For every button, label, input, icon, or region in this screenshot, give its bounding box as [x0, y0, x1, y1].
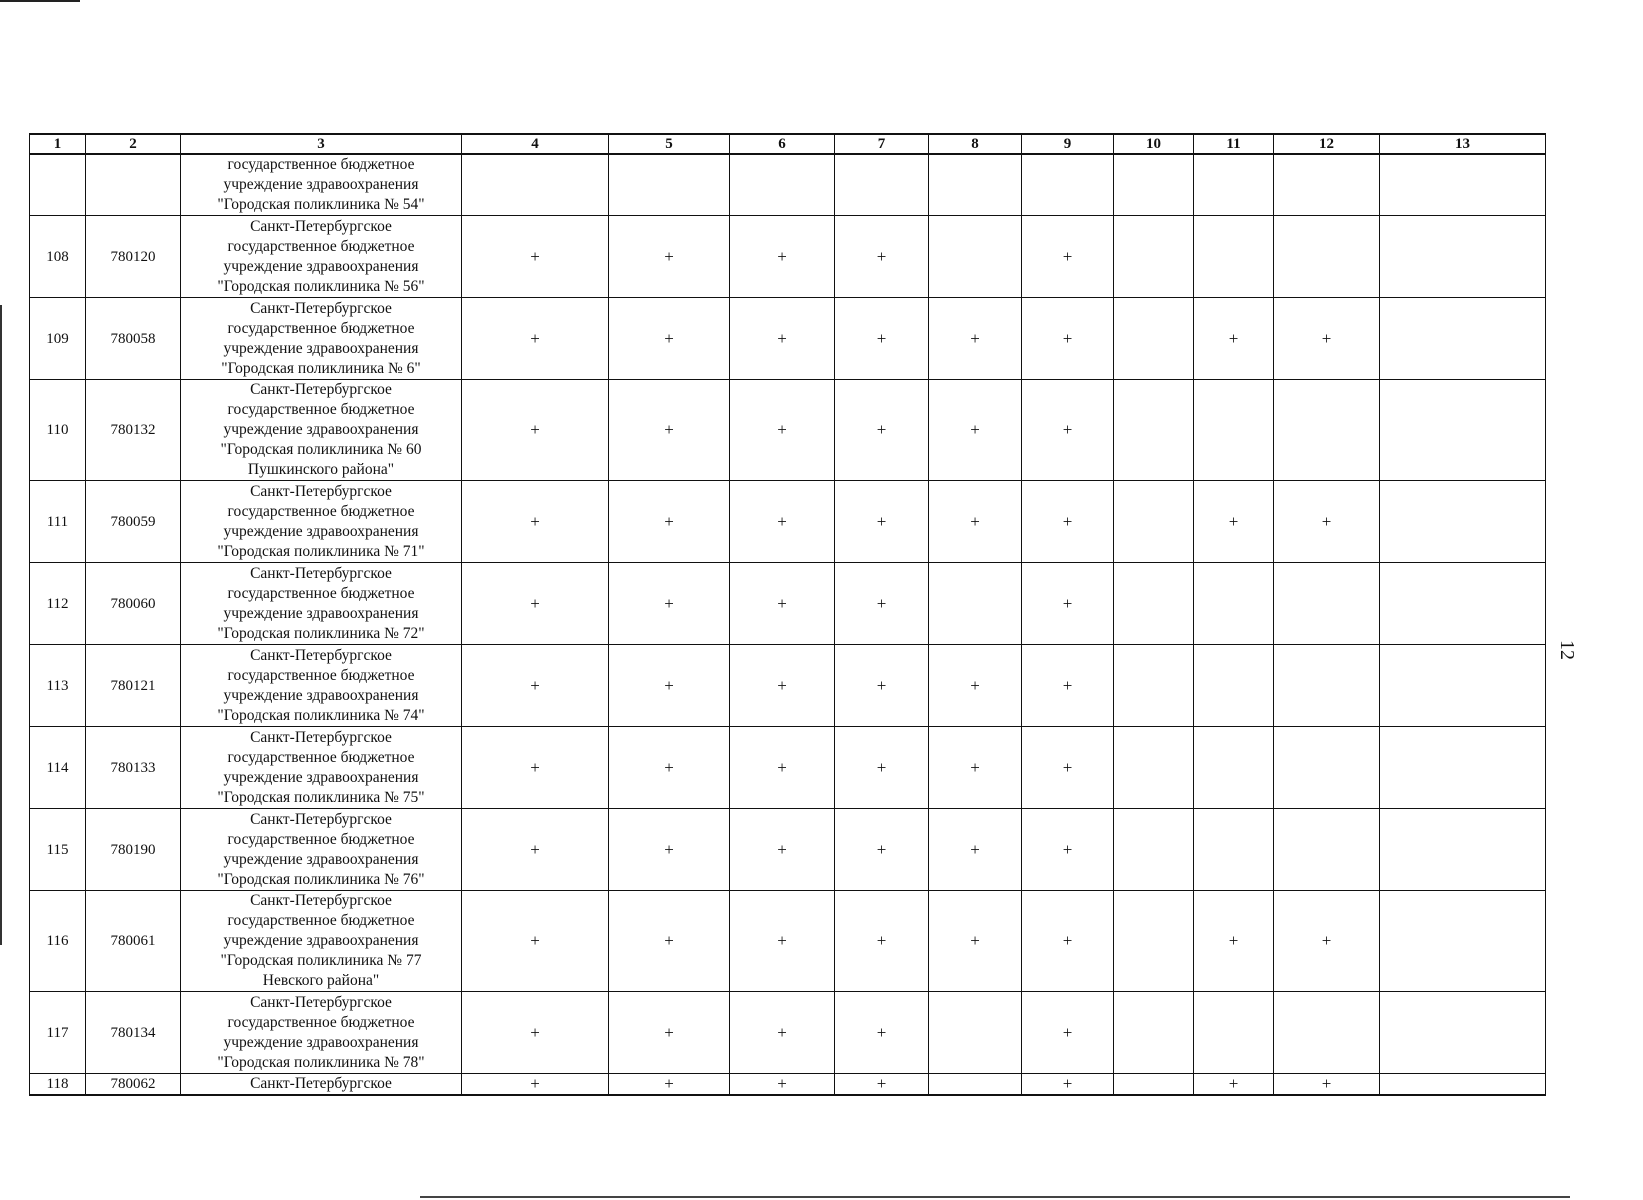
column-header-9: 9 — [1022, 134, 1114, 154]
mark-cell-col-4: + — [462, 298, 609, 380]
facility-name-cell — [181, 481, 462, 563]
mark-cell-col-13 — [1380, 1074, 1546, 1096]
facility-code-cell: 780120 — [86, 216, 181, 298]
mark-cell-col-12: + — [1274, 481, 1380, 563]
column-header-5: 5 — [609, 134, 730, 154]
page-number: 12 — [1556, 640, 1578, 660]
table-row — [30, 216, 1546, 298]
column-header-10: 10 — [1114, 134, 1194, 154]
mark-cell-col-8: + — [929, 645, 1022, 727]
column-header-8: 8 — [929, 134, 1022, 154]
facility-name-line: Невского района" — [262, 972, 380, 989]
mark-cell-col-10 — [1114, 727, 1194, 809]
mark-cell-col-9: + — [1022, 645, 1114, 727]
row-number-cell: 114 — [30, 727, 86, 809]
mark-cell-col-5: + — [609, 1074, 730, 1096]
column-header-2: 2 — [86, 134, 181, 154]
mark-cell-col-6: + — [730, 216, 835, 298]
mark-cell-col-8: + — [929, 298, 1022, 380]
column-header-3: 3 — [181, 134, 462, 154]
facility-name-cell — [181, 380, 462, 481]
facility-name-cell — [181, 216, 462, 298]
mark-cell-col-8: + — [929, 809, 1022, 891]
facility-name-line: учреждение здравоохранения — [223, 686, 419, 704]
row-number-cell: 117 — [30, 992, 86, 1074]
mark-cell-col-9: + — [1022, 992, 1114, 1074]
mark-cell-col-12 — [1274, 809, 1380, 891]
mark-cell-col-11 — [1194, 563, 1274, 645]
mark-cell-col-6: + — [730, 380, 835, 481]
mark-cell-col-11: + — [1194, 481, 1274, 563]
mark-cell-col-7: + — [835, 298, 929, 380]
facility-name-line: Санкт-Петербургское — [250, 217, 392, 235]
facility-name-line: Санкт-Петербургское — [250, 564, 392, 582]
facility-name-line: "Городская поликлиника № 74" — [217, 706, 425, 724]
mark-cell-col-11 — [1194, 216, 1274, 298]
mark-cell-col-7: + — [835, 645, 929, 727]
column-header-11: 11 — [1194, 134, 1274, 154]
facility-name-cell — [181, 154, 462, 216]
mark-cell-col-6: + — [730, 891, 835, 992]
table-body — [30, 154, 1546, 1095]
mark-cell-col-4: + — [462, 481, 609, 563]
table-header — [30, 134, 1546, 154]
mark-cell-col-11 — [1194, 380, 1274, 481]
facility-name-line: "Городская поликлиника № 6" — [221, 359, 421, 377]
facility-name-line: государственное бюджетное — [227, 502, 415, 520]
facility-name-line: Санкт-Петербургское — [250, 482, 392, 500]
mark-cell-col-13 — [1380, 727, 1546, 809]
scan-edge-mark-bottom — [420, 1196, 1570, 1198]
column-header-13: 13 — [1380, 134, 1546, 154]
mark-cell-col-11: + — [1194, 1074, 1274, 1096]
facility-name-cell — [181, 992, 462, 1074]
table-row — [30, 727, 1546, 809]
mark-cell-col-11 — [1194, 154, 1274, 216]
mark-cell-col-7: + — [835, 1074, 929, 1096]
mark-cell-col-5: + — [609, 809, 730, 891]
mark-cell-col-8 — [929, 1074, 1022, 1096]
facility-name-line: Санкт-Петербургское — [250, 728, 392, 746]
mark-cell-col-6 — [730, 154, 835, 216]
facility-name-line: учреждение здравоохранения — [223, 176, 419, 193]
mark-cell-col-9: + — [1022, 216, 1114, 298]
mark-cell-col-5: + — [609, 380, 730, 481]
mark-cell-col-13 — [1380, 298, 1546, 380]
facility-name-line: Санкт-Петербургское — [250, 993, 392, 1011]
mark-cell-col-10 — [1114, 154, 1194, 216]
facility-name-line: "Городская поликлиника № 56" — [217, 277, 425, 295]
mark-cell-col-9: + — [1022, 809, 1114, 891]
mark-cell-col-13 — [1380, 891, 1546, 992]
header-row — [30, 134, 1546, 154]
mark-cell-col-4: + — [462, 645, 609, 727]
table-row — [30, 809, 1546, 891]
facility-name-line: "Городская поликлиника № 71" — [217, 542, 425, 560]
mark-cell-col-12 — [1274, 380, 1380, 481]
mark-cell-col-4: + — [462, 563, 609, 645]
row-number-cell: 113 — [30, 645, 86, 727]
facility-name-line: государственное бюджетное — [227, 584, 415, 602]
mark-cell-col-10 — [1114, 563, 1194, 645]
mark-cell-col-4 — [462, 154, 609, 216]
mark-cell-col-10 — [1114, 1074, 1194, 1096]
facility-name-cell — [181, 298, 462, 380]
facility-name-line: учреждение здравоохранения — [223, 339, 419, 357]
facility-name-cell — [181, 563, 462, 645]
mark-cell-col-9: + — [1022, 563, 1114, 645]
table-row — [30, 298, 1546, 380]
facility-code-cell: 780062 — [86, 1074, 181, 1096]
facility-code-cell: 780190 — [86, 809, 181, 891]
facility-name-line: государственное бюджетное — [227, 156, 415, 173]
mark-cell-col-7: + — [835, 481, 929, 563]
table-row — [30, 1074, 1546, 1096]
row-number-cell: 108 — [30, 216, 86, 298]
table-row — [30, 891, 1546, 992]
mark-cell-col-9: + — [1022, 727, 1114, 809]
mark-cell-col-6: + — [730, 992, 835, 1074]
facility-name-line: "Городская поликлиника № 60 — [220, 441, 422, 458]
table-row — [30, 154, 1546, 216]
facility-name-line: Пушкинского района" — [247, 461, 395, 478]
facility-name-line: учреждение здравоохранения — [223, 1033, 419, 1051]
row-number-cell: 110 — [30, 380, 86, 481]
mark-cell-col-11: + — [1194, 891, 1274, 992]
mark-cell-col-10 — [1114, 216, 1194, 298]
mark-cell-col-5: + — [609, 992, 730, 1074]
facility-code-cell: 780132 — [86, 380, 181, 481]
mark-cell-col-9: + — [1022, 891, 1114, 992]
mark-cell-col-6: + — [730, 1074, 835, 1096]
mark-cell-col-5: + — [609, 727, 730, 809]
mark-cell-col-12 — [1274, 216, 1380, 298]
facility-code-cell: 780059 — [86, 481, 181, 563]
column-header-7: 7 — [835, 134, 929, 154]
facility-name-line: "Городская поликлиника № 78" — [217, 1053, 425, 1071]
mark-cell-col-7: + — [835, 992, 929, 1074]
mark-cell-col-10 — [1114, 809, 1194, 891]
facility-code-cell: 780060 — [86, 563, 181, 645]
facility-code-cell — [86, 154, 181, 216]
scan-edge-mark-left — [0, 305, 2, 945]
mark-cell-col-9: + — [1022, 481, 1114, 563]
mark-cell-col-7: + — [835, 891, 929, 992]
mark-cell-col-9: + — [1022, 298, 1114, 380]
mark-cell-col-11 — [1194, 992, 1274, 1074]
mark-cell-col-4: + — [462, 809, 609, 891]
mark-cell-col-7: + — [835, 563, 929, 645]
facility-name-line: учреждение здравоохранения — [223, 604, 419, 622]
facility-name-line: "Городская поликлиника № 76" — [217, 870, 425, 888]
mark-cell-col-8: + — [929, 727, 1022, 809]
facility-code-cell: 780133 — [86, 727, 181, 809]
mark-cell-col-6: + — [730, 645, 835, 727]
mark-cell-col-11 — [1194, 809, 1274, 891]
mark-cell-col-9 — [1022, 154, 1114, 216]
facility-name-line: учреждение здравоохранения — [223, 932, 419, 949]
mark-cell-col-6: + — [730, 727, 835, 809]
mark-cell-col-10 — [1114, 481, 1194, 563]
mark-cell-col-11 — [1194, 727, 1274, 809]
mark-cell-col-8 — [929, 216, 1022, 298]
mark-cell-col-13 — [1380, 809, 1546, 891]
mark-cell-col-12: + — [1274, 1074, 1380, 1096]
mark-cell-col-5: + — [609, 481, 730, 563]
mark-cell-col-12 — [1274, 154, 1380, 216]
mark-cell-col-8: + — [929, 891, 1022, 992]
mark-cell-col-7: + — [835, 216, 929, 298]
mark-cell-col-7: + — [835, 727, 929, 809]
mark-cell-col-12: + — [1274, 891, 1380, 992]
row-number-cell: 116 — [30, 891, 86, 992]
mark-cell-col-6: + — [730, 809, 835, 891]
mark-cell-col-7: + — [835, 380, 929, 481]
facility-name-line: Санкт-Петербургское — [250, 381, 392, 398]
mark-cell-col-11: + — [1194, 298, 1274, 380]
row-number-cell — [30, 154, 86, 216]
facility-name-cell — [181, 1074, 462, 1096]
mark-cell-col-13 — [1380, 563, 1546, 645]
mark-cell-col-4: + — [462, 216, 609, 298]
mark-cell-col-13 — [1380, 481, 1546, 563]
row-number-cell: 115 — [30, 809, 86, 891]
mark-cell-col-10 — [1114, 298, 1194, 380]
facility-name-cell — [181, 809, 462, 891]
facility-name-line: учреждение здравоохранения — [223, 257, 419, 275]
row-number-cell: 112 — [30, 563, 86, 645]
facility-name-line: государственное бюджетное — [227, 748, 415, 766]
mark-cell-col-10 — [1114, 380, 1194, 481]
mark-cell-col-12 — [1274, 992, 1380, 1074]
mark-cell-col-5: + — [609, 891, 730, 992]
mark-cell-col-5: + — [609, 298, 730, 380]
column-header-6: 6 — [730, 134, 835, 154]
facility-name-line: государственное бюджетное — [227, 830, 415, 848]
mark-cell-col-13 — [1380, 380, 1546, 481]
table-row — [30, 481, 1546, 563]
facility-name-line: Санкт-Петербургское — [250, 299, 392, 317]
mark-cell-col-4: + — [462, 891, 609, 992]
facility-name-line: государственное бюджетное — [227, 1013, 415, 1031]
mark-cell-col-13 — [1380, 216, 1546, 298]
facility-name-line: Санкт-Петербургское — [250, 646, 392, 664]
row-number-cell: 118 — [30, 1074, 86, 1096]
mark-cell-col-6: + — [730, 481, 835, 563]
facilities-table — [29, 133, 1546, 1096]
mark-cell-col-8 — [929, 563, 1022, 645]
mark-cell-col-12: + — [1274, 298, 1380, 380]
mark-cell-col-12 — [1274, 645, 1380, 727]
facility-name-line: "Городская поликлиника № 75" — [217, 788, 425, 806]
mark-cell-col-4: + — [462, 992, 609, 1074]
facility-name-line: "Городская поликлиника № 54" — [217, 196, 425, 213]
mark-cell-col-6: + — [730, 563, 835, 645]
table-row — [30, 380, 1546, 481]
mark-cell-col-10 — [1114, 645, 1194, 727]
mark-cell-col-9: + — [1022, 1074, 1114, 1096]
mark-cell-col-13 — [1380, 645, 1546, 727]
mark-cell-col-5: + — [609, 216, 730, 298]
facility-code-cell: 780061 — [86, 891, 181, 992]
facility-name-line: "Городская поликлиника № 77 — [220, 952, 422, 969]
mark-cell-col-12 — [1274, 727, 1380, 809]
facility-name-line: государственное бюджетное — [227, 666, 415, 684]
mark-cell-col-4: + — [462, 727, 609, 809]
column-header-1: 1 — [30, 134, 86, 154]
mark-cell-col-10 — [1114, 992, 1194, 1074]
row-number-cell: 111 — [30, 481, 86, 563]
mark-cell-col-8 — [929, 992, 1022, 1074]
facility-name-cell — [181, 645, 462, 727]
facility-name-line: государственное бюджетное — [227, 319, 415, 337]
facility-name-line: Санкт-Петербургское — [250, 892, 392, 909]
table-row — [30, 563, 1546, 645]
facility-name-line: государственное бюджетное — [227, 237, 415, 255]
scan-edge-mark-top — [0, 0, 80, 2]
table-row — [30, 992, 1546, 1074]
facility-name-line: государственное бюджетное — [227, 912, 415, 929]
mark-cell-col-6: + — [730, 298, 835, 380]
facility-name-line: Санкт-Петербургское — [250, 810, 392, 828]
mark-cell-col-7 — [835, 154, 929, 216]
mark-cell-col-9: + — [1022, 380, 1114, 481]
mark-cell-col-7: + — [835, 809, 929, 891]
mark-cell-col-13 — [1380, 154, 1546, 216]
mark-cell-col-5: + — [609, 563, 730, 645]
mark-cell-col-4: + — [462, 380, 609, 481]
facility-name-line: государственное бюджетное — [227, 401, 415, 418]
row-number-cell: 109 — [30, 298, 86, 380]
facility-name-line: учреждение здравоохранения — [223, 421, 419, 438]
mark-cell-col-5 — [609, 154, 730, 216]
facility-name-line: "Городская поликлиника № 72" — [217, 624, 425, 642]
table-row — [30, 645, 1546, 727]
mark-cell-col-12 — [1274, 563, 1380, 645]
mark-cell-col-11 — [1194, 645, 1274, 727]
mark-cell-col-13 — [1380, 992, 1546, 1074]
mark-cell-col-5: + — [609, 645, 730, 727]
mark-cell-col-8 — [929, 154, 1022, 216]
facility-name-line: Санкт-Петербургское — [250, 1075, 392, 1092]
facility-name-line: учреждение здравоохранения — [223, 522, 419, 540]
mark-cell-col-8: + — [929, 481, 1022, 563]
facility-name-line: учреждение здравоохранения — [223, 850, 419, 868]
facility-name-cell — [181, 891, 462, 992]
facility-code-cell: 780058 — [86, 298, 181, 380]
column-header-4: 4 — [462, 134, 609, 154]
facility-name-cell — [181, 727, 462, 809]
facility-name-line: учреждение здравоохранения — [223, 768, 419, 786]
facility-code-cell: 780121 — [86, 645, 181, 727]
mark-cell-col-8: + — [929, 380, 1022, 481]
column-header-12: 12 — [1274, 134, 1380, 154]
mark-cell-col-10 — [1114, 891, 1194, 992]
facility-code-cell: 780134 — [86, 992, 181, 1074]
mark-cell-col-4: + — [462, 1074, 609, 1096]
